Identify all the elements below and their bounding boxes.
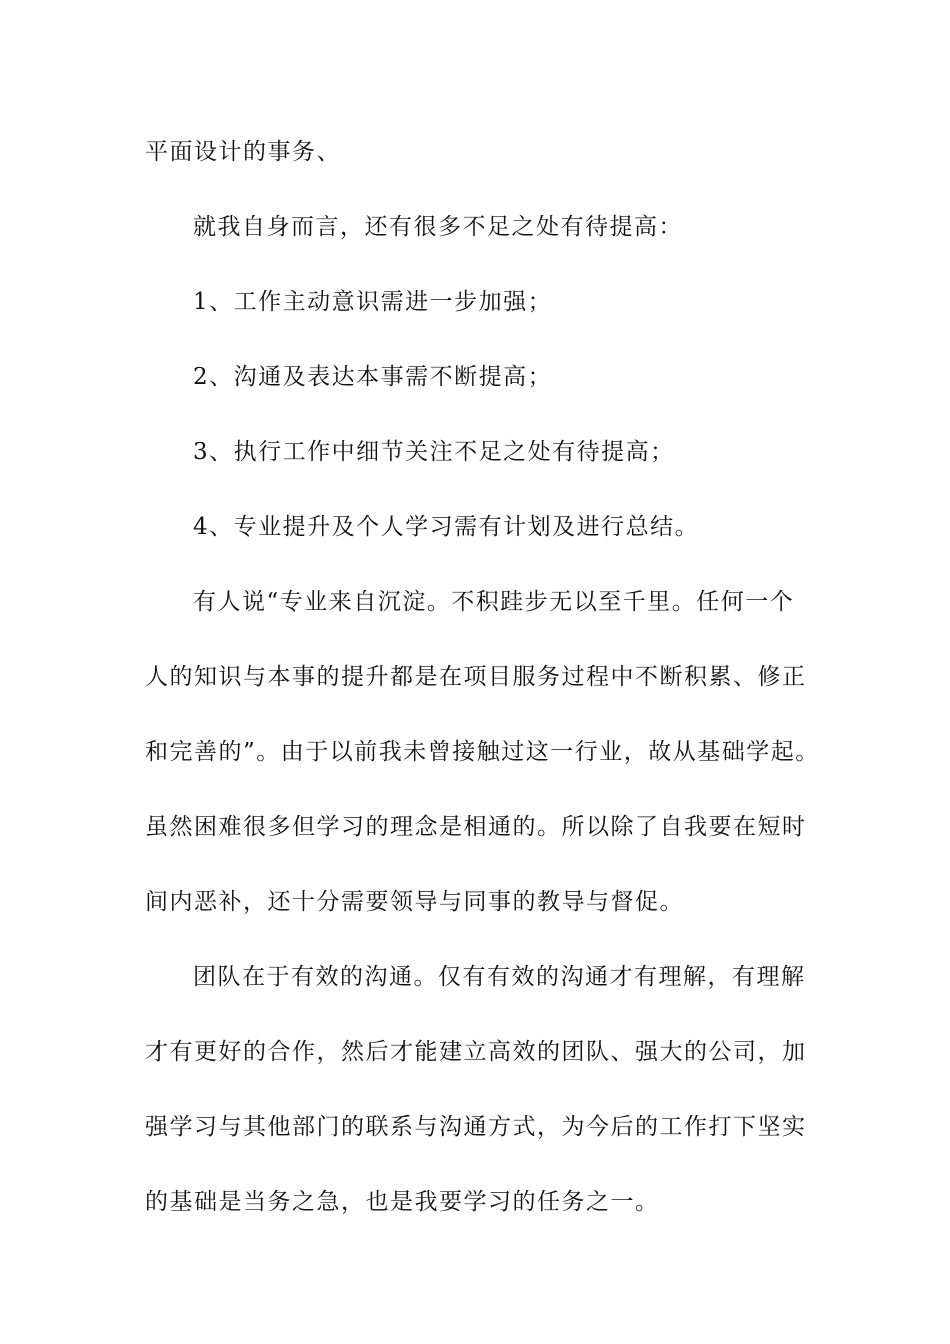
text-line: 平面设计的事务、 [145, 139, 341, 165]
text-line: 4、专业提升及个人学习需有计划及进行总结。 [193, 514, 700, 540]
text-line: 团队在于有效的沟通。仅有有效的沟通才有理解，有理解 [193, 964, 806, 990]
text-line: 1、工作主动意识需进一步加强； [193, 289, 553, 315]
text-line: 虽然困难很多但学习的理念是相通的。所以除了自我要在短时 [145, 814, 807, 840]
text-line: 的基础是当务之急，也是我要学习的任务之一。 [145, 1189, 660, 1215]
text-line: 3、执行工作中细节关注不足之处有待提高； [193, 439, 675, 465]
text-line: 有人说“专业来自沉淀。不积跬步无以至千里。任何一个 [193, 589, 795, 615]
text-line: 人的知识与本事的提升都是在项目服务过程中不断积累、修正 [145, 664, 807, 690]
text-line: 就我自身而言，还有很多不足之处有待提高： [193, 214, 683, 240]
text-line: 和完善的”。由于以前我未曾接触过这一行业，故从基础学起。 [145, 739, 820, 765]
text-line: 间内恶补，还十分需要领导与同事的教导与督促。 [145, 889, 684, 915]
text-line: 强学习与其他部门的联系与沟通方式，为今后的工作打下坚实 [145, 1114, 807, 1140]
text-line: 2、沟通及表达本事需不断提高； [193, 364, 553, 390]
text-line: 才有更好的合作，然后才能建立高效的团队、强大的公司，加 [145, 1039, 807, 1065]
